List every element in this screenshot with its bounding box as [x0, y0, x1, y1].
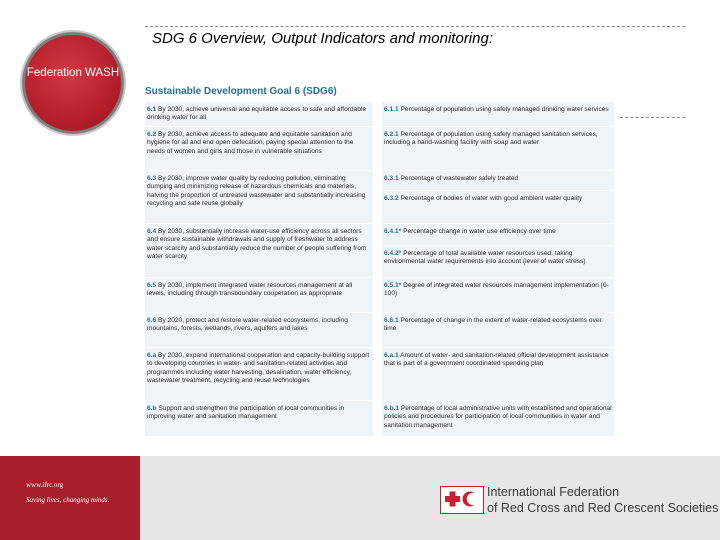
- target-cell: 6.2 By 2030, achieve access to adequate and equitable sanitation and hygiene for all and end open defecation, paying special attention to the needs of women and girls and those in vulnerable situations: [145, 126, 373, 170]
- ifrc-logo: [440, 486, 484, 514]
- target-cell: 6.3 By 2030, improve water quality by reducing pollution, eliminating dumping and minimizing release of hazardous chemicals and materials, halving the proportion of untreated wastewater and substantially increasing recycling and safe reuse globally: [145, 170, 373, 223]
- indicator-cell: 6.6.1 Percentage of change in the extent of water-related ecosystems over time: [382, 312, 614, 347]
- indicator-cell: 6.5.1* Degree of integrated water resources management implementation (0-100): [382, 277, 614, 312]
- indicator-cell: 6.2.1 Percentage of population using safely managed sanitation services, including a hand-washing facility with soap and water: [382, 126, 614, 170]
- indicator-cell: 6.3.2 Percentage of bodies of water with good ambient water quality: [382, 190, 614, 223]
- indicator-cell: 6.3.1 Percentage of wastewater safely treated: [382, 170, 614, 190]
- indicators-column: [382, 101, 614, 436]
- indicator-cell: 6.a.1 Amount of water- and sanitation-related official development assistance that is part of a government coordinated spending plan: [382, 347, 614, 400]
- target-cell: 6.b Support and strengthen the participation of local communities in improving water and sanitation management: [145, 400, 373, 436]
- indicator-cell: 6.4.1* Percentage change in water use efficiency over time: [382, 223, 614, 245]
- target-cell: 6.6 By 2020, protect and restore water-related ecosystems, including mountains, forests, wetlands, rivers, aquifers and lakes: [145, 312, 373, 347]
- ifrc-name: [487, 484, 718, 516]
- target-cell: 6.a By 2030, expand international cooperation and capacity-building support to developing countries in water- and sanitation-related activities and programmes including water harvesting, desalination, water efficiency, wastewater treatment, recycling and reuse technologies: [145, 347, 373, 400]
- ifrc-name-line2: of Red Cross and Red Crescent Societies: [487, 501, 719, 515]
- sdg-table-title: Sustainable Development Goal 6 (SDG6): [145, 86, 337, 97]
- ifrc-name-line1: International Federation: [487, 485, 620, 499]
- top-divider: [145, 26, 685, 27]
- red-cross-crescent-icon: [441, 487, 482, 512]
- indicator-cell: 6.1.1 Percentage of population using safely managed drinking water services: [382, 101, 614, 126]
- indicator-cell: 6.4.2* Percentage of total available water resources used, taking environmental water requirements into account (level of water stress): [382, 245, 614, 277]
- right-divider: [620, 117, 685, 118]
- target-cell: 6.4 By 2030, substantially increase water-use efficiency across all sectors and ensure sustainable withdrawals and supply of freshwater to address water scarcity and substantially reduce the number of people suffering from water scarcity: [145, 223, 373, 277]
- page-title: SDG 6 Overview, Output Indicators and monitoring:: [152, 30, 493, 47]
- badge-label: Federation WASH: [26, 67, 120, 79]
- footer-url[interactable]: www.ifrc.org: [26, 481, 64, 489]
- indicator-cell: 6.b.1 Percentage of local administrative units with established and operational policies and procedures for participation of local communities in water and sanitation management: [382, 400, 614, 436]
- target-cell: 6.1 By 2030, achieve universal and equitable access to safe and affordable drinking water for all: [145, 101, 373, 126]
- targets-column: [145, 101, 373, 436]
- federation-wash-badge: [22, 32, 124, 134]
- target-cell: 6.5 By 2030, implement integrated water resources management at all levels, including through transboundary cooperation as appropriate: [145, 277, 373, 312]
- footer-slogan: Saving lives, changing minds.: [26, 496, 110, 504]
